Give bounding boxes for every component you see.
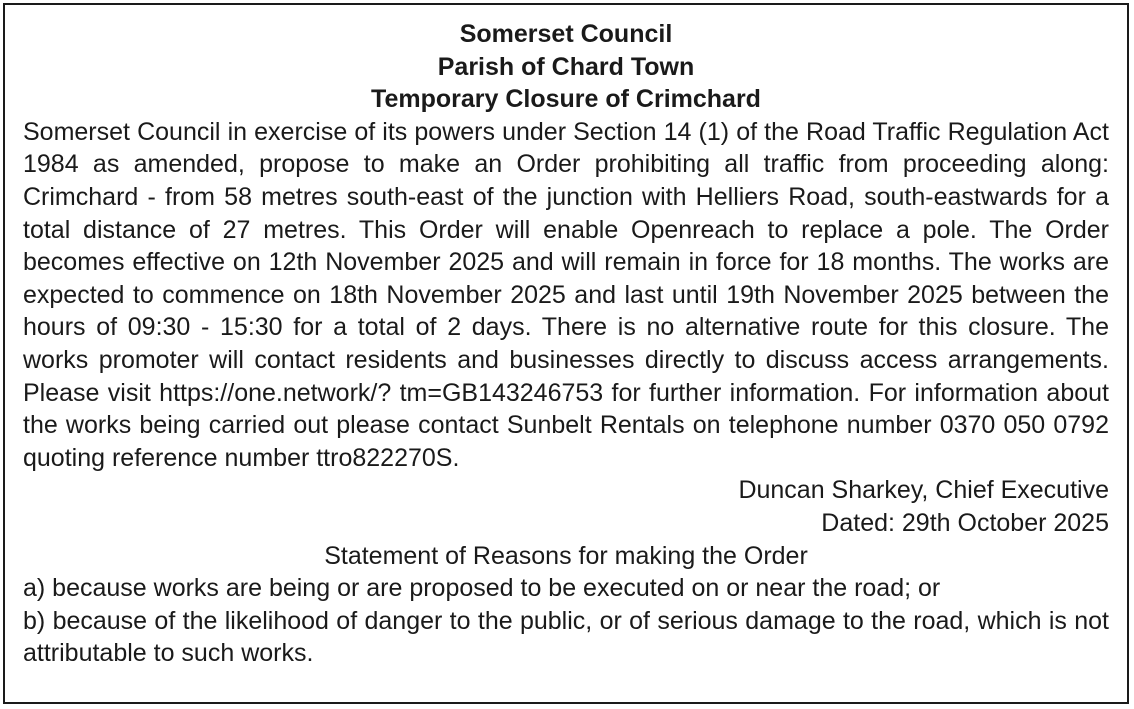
signatory: Duncan Sharkey, Chief Executive [738,476,1109,505]
date-line: Dated: 29th October 2025 [821,508,1109,537]
public-notice [3,3,1129,704]
notice-title: Temporary Closure of Crimchard [371,85,761,114]
council-heading: Somerset Council [459,20,673,48]
reasons-heading: Statement of Reasons for making the Order [324,541,808,570]
reason-item-a: a) because works are being or are proposed to be executed on or near the road; or [23,574,941,603]
reason-item-b: b) because of the likelihood of danger to the public, or of serious damage to the road, which is not attributable to such works. [23,606,1109,668]
notice-body: Somerset Council in exercise of its powers under Section 14 (1) of the Road Traffic Regulation Act 1984 as amended, propose to make an Order prohibiting all traffic from proceeding along: Crimchard - from 58 metres south-east of the junction with Helliers Road, south-eastwards for a total distance of 27 metres. This Order will enable Openreach to replace a pole. The Order becomes effective on 12th November 2025 and will remain in force for 18 months. The works are expected to commence on 18th November 2025 and last until 19th November 2025 between the hours of 09:30 - 15:30 for a total of 2 days. There is no alternative route for this closure. The works promoter will contact residents and businesses directly to discuss access arrangements. Please visit https://one.network/? tm=GB143246753 for further information. For information about the works being carried out please contact Sunbelt Rentals on telephone number 0370 050 0792 quoting reference number ttro822270S. [23,117,1109,472]
parish-heading: Parish of Chard Town [437,52,695,81]
